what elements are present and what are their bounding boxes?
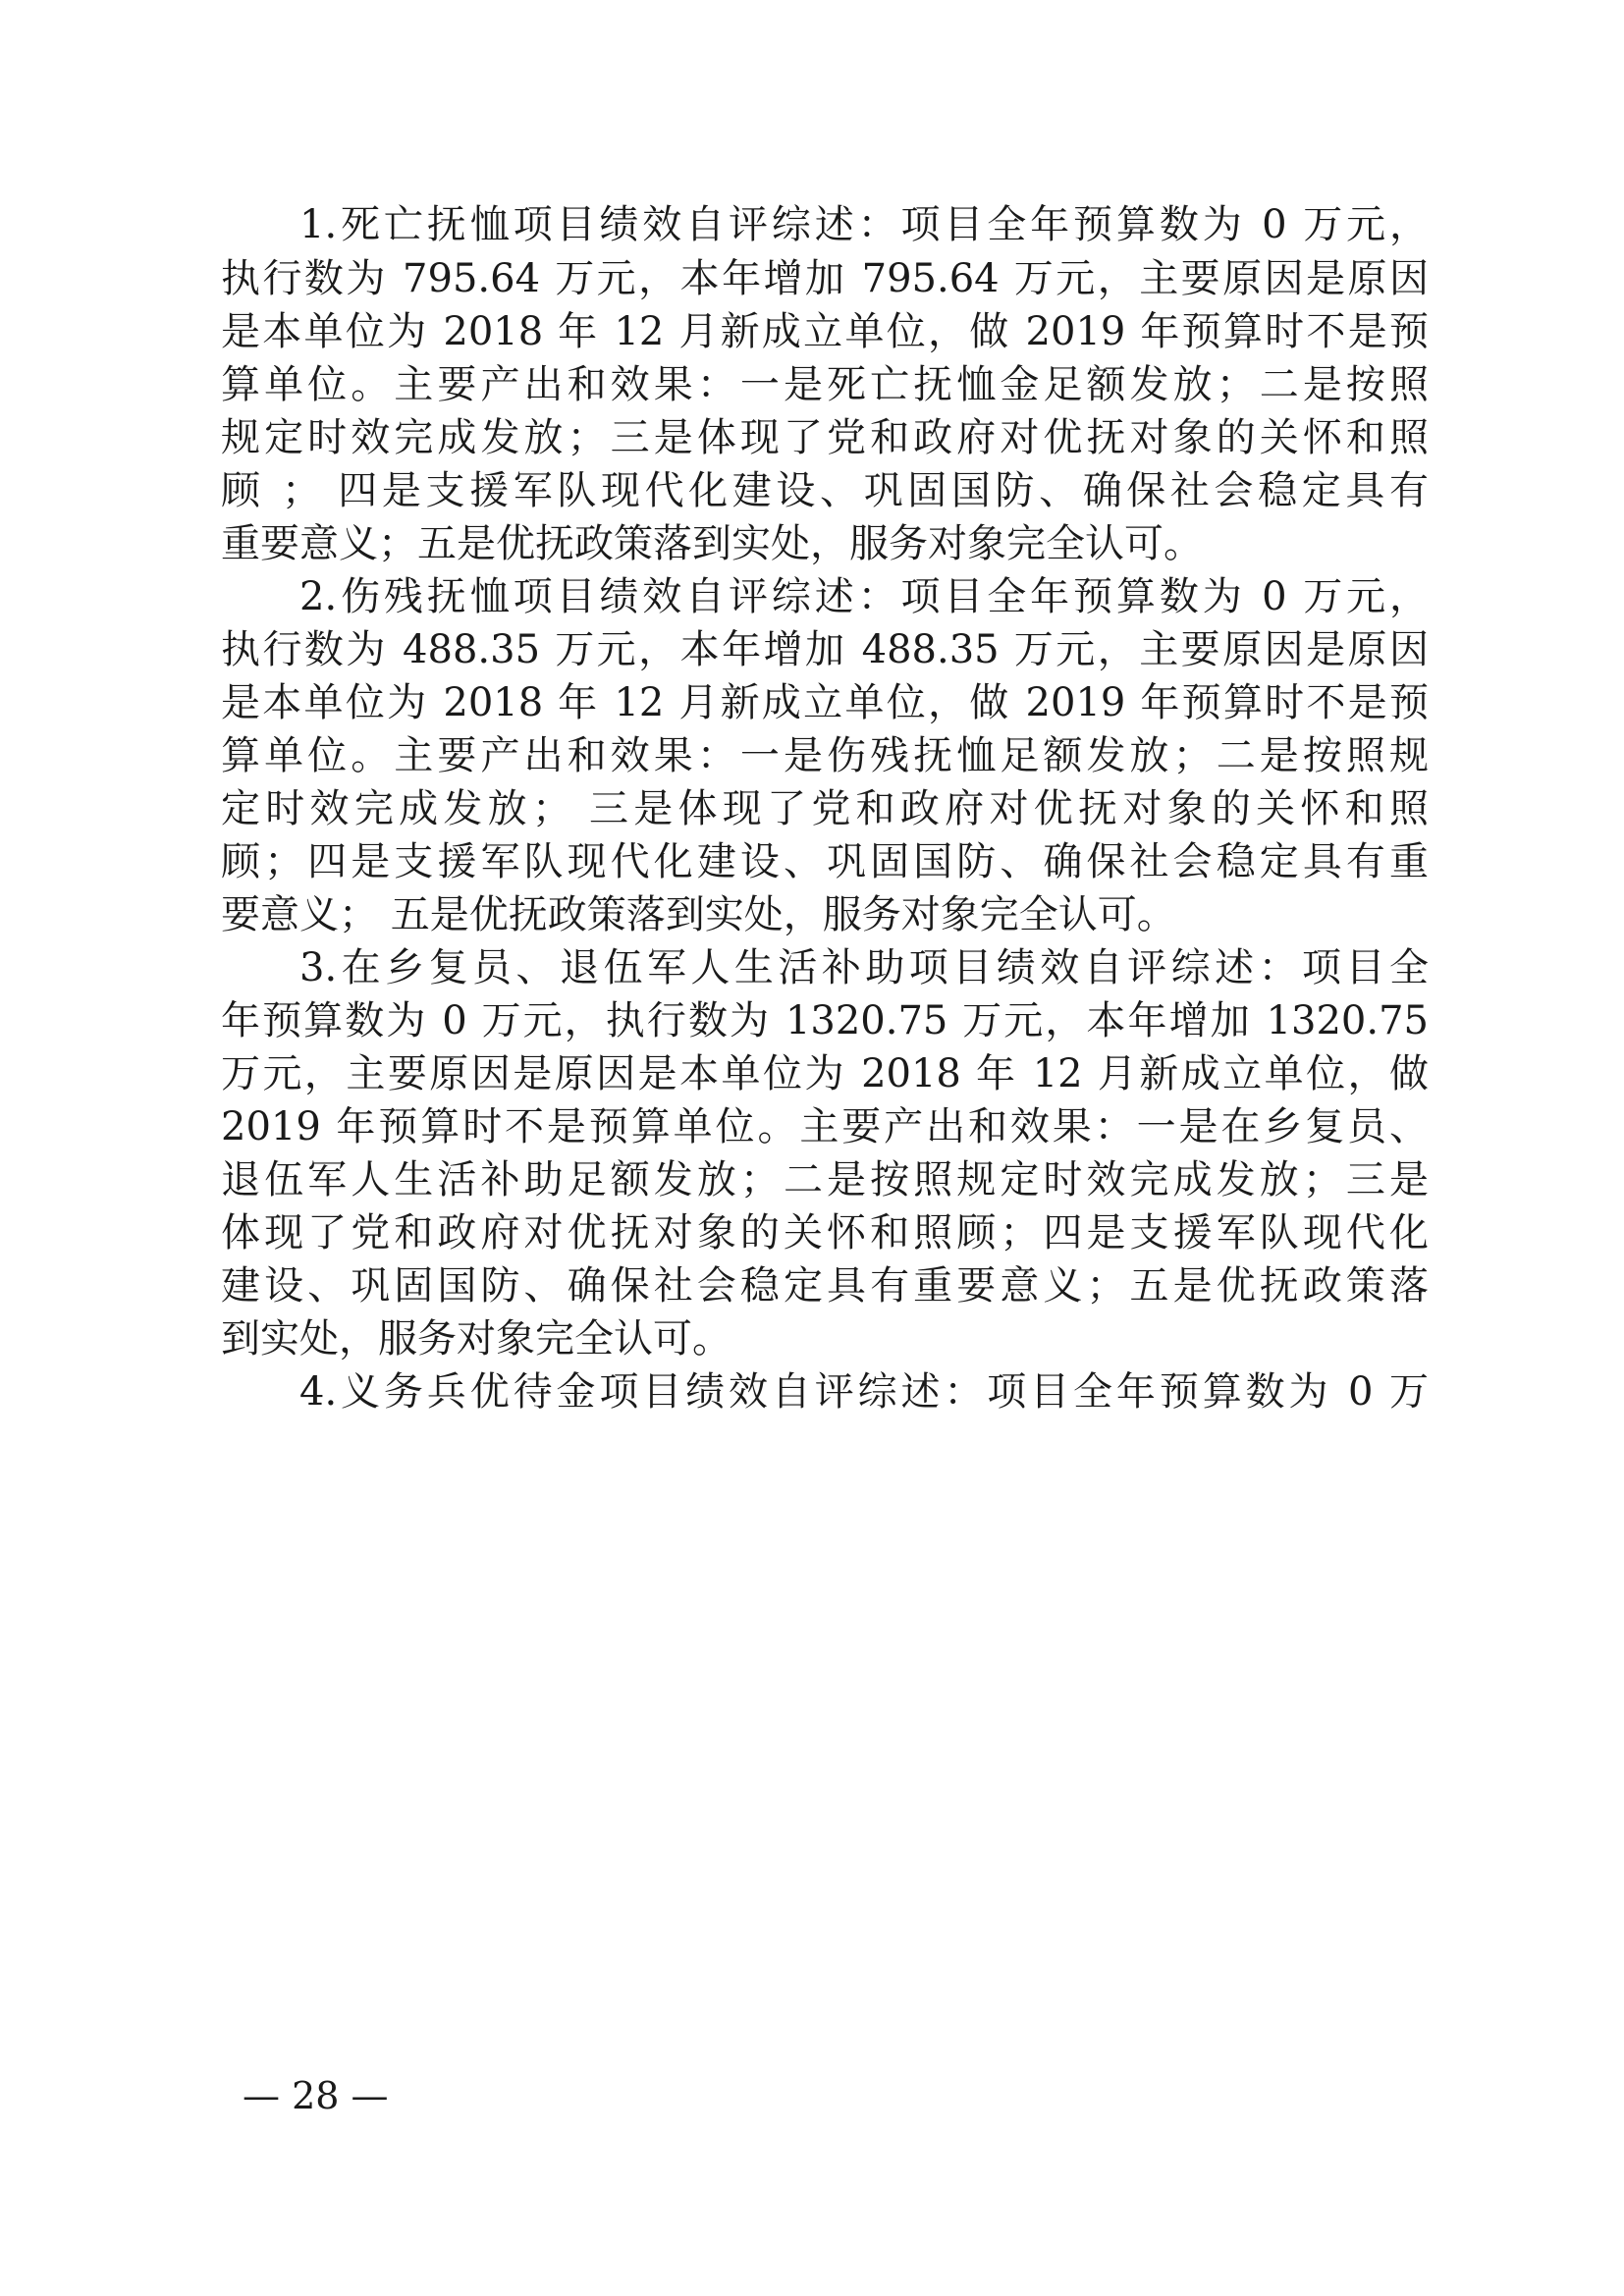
- text-line: 执行数为 795.64 万元，本年增加 795.64 万元，主要原因是原因: [221, 256, 1429, 301]
- text-line: 1.死亡抚恤项目绩效自评综述：项目全年预算数为 0 万元，: [299, 202, 1429, 247]
- text-line: 执行数为 488.35 万元，本年增加 488.35 万元，主要原因是原因: [221, 627, 1429, 672]
- text-line: 算单位。主要产出和效果：一是死亡抚恤金足额发放；二是按照: [221, 362, 1429, 407]
- text-line: 年预算数为 0 万元，执行数为 1320.75 万元，本年增加 1320.75: [221, 998, 1429, 1043]
- text-line: 是本单位为 2018 年 12 月新成立单位，做 2019 年预算时不是预: [221, 680, 1429, 725]
- text-line: 2.伤残抚恤项目绩效自评综述：项目全年预算数为 0 万元，: [299, 574, 1429, 619]
- text-line: 到实处，服务对象完全认可。: [221, 1316, 731, 1362]
- text-line: 是本单位为 2018 年 12 月新成立单位，做 2019 年预算时不是预: [221, 309, 1429, 354]
- text-line: 体现了党和政府对优抚对象的关怀和照顾；四是支援军队现代化: [221, 1210, 1429, 1255]
- text-line: 重要意义；五是优抚政策落到实处，服务对象完全认可。: [221, 521, 1203, 566]
- text-line: 顾 ； 四是支援军队现代化建设、巩固国防、确保社会稳定具有: [221, 468, 1429, 513]
- text-line: 规定时效完成发放；三是体现了党和政府对优抚对象的关怀和照: [221, 415, 1429, 460]
- page-number: — 28 —: [243, 2074, 389, 2117]
- text-line: 建设、巩固国防、确保社会稳定具有重要意义；五是优抚政策落: [221, 1263, 1429, 1308]
- text-line: 定时效完成发放； 三是体现了党和政府对优抚对象的关怀和照: [221, 786, 1429, 831]
- text-line: 算单位。主要产出和效果：一是伤残抚恤足额发放；二是按照规: [221, 733, 1429, 778]
- text-line: 退伍军人生活补助足额发放；二是按照规定时效完成发放；三是: [221, 1157, 1429, 1202]
- text-line: 4.义务兵优待金项目绩效自评综述：项目全年预算数为 0 万: [299, 1369, 1429, 1415]
- text-line: 要意义； 五是优抚政策落到实处，服务对象完全认可。: [221, 892, 1176, 937]
- text-line: 顾；四是支援军队现代化建设、巩固国防、确保社会稳定具有重: [221, 839, 1429, 884]
- text-line: 万元，主要原因是原因是本单位为 2018 年 12 月新成立单位，做: [221, 1051, 1429, 1096]
- text-line: 3.在乡复员、退伍军人生活补助项目绩效自评综述：项目全: [299, 945, 1429, 990]
- text-line: 2019 年预算时不是预算单位。主要产出和效果：一是在乡复员、: [221, 1104, 1429, 1149]
